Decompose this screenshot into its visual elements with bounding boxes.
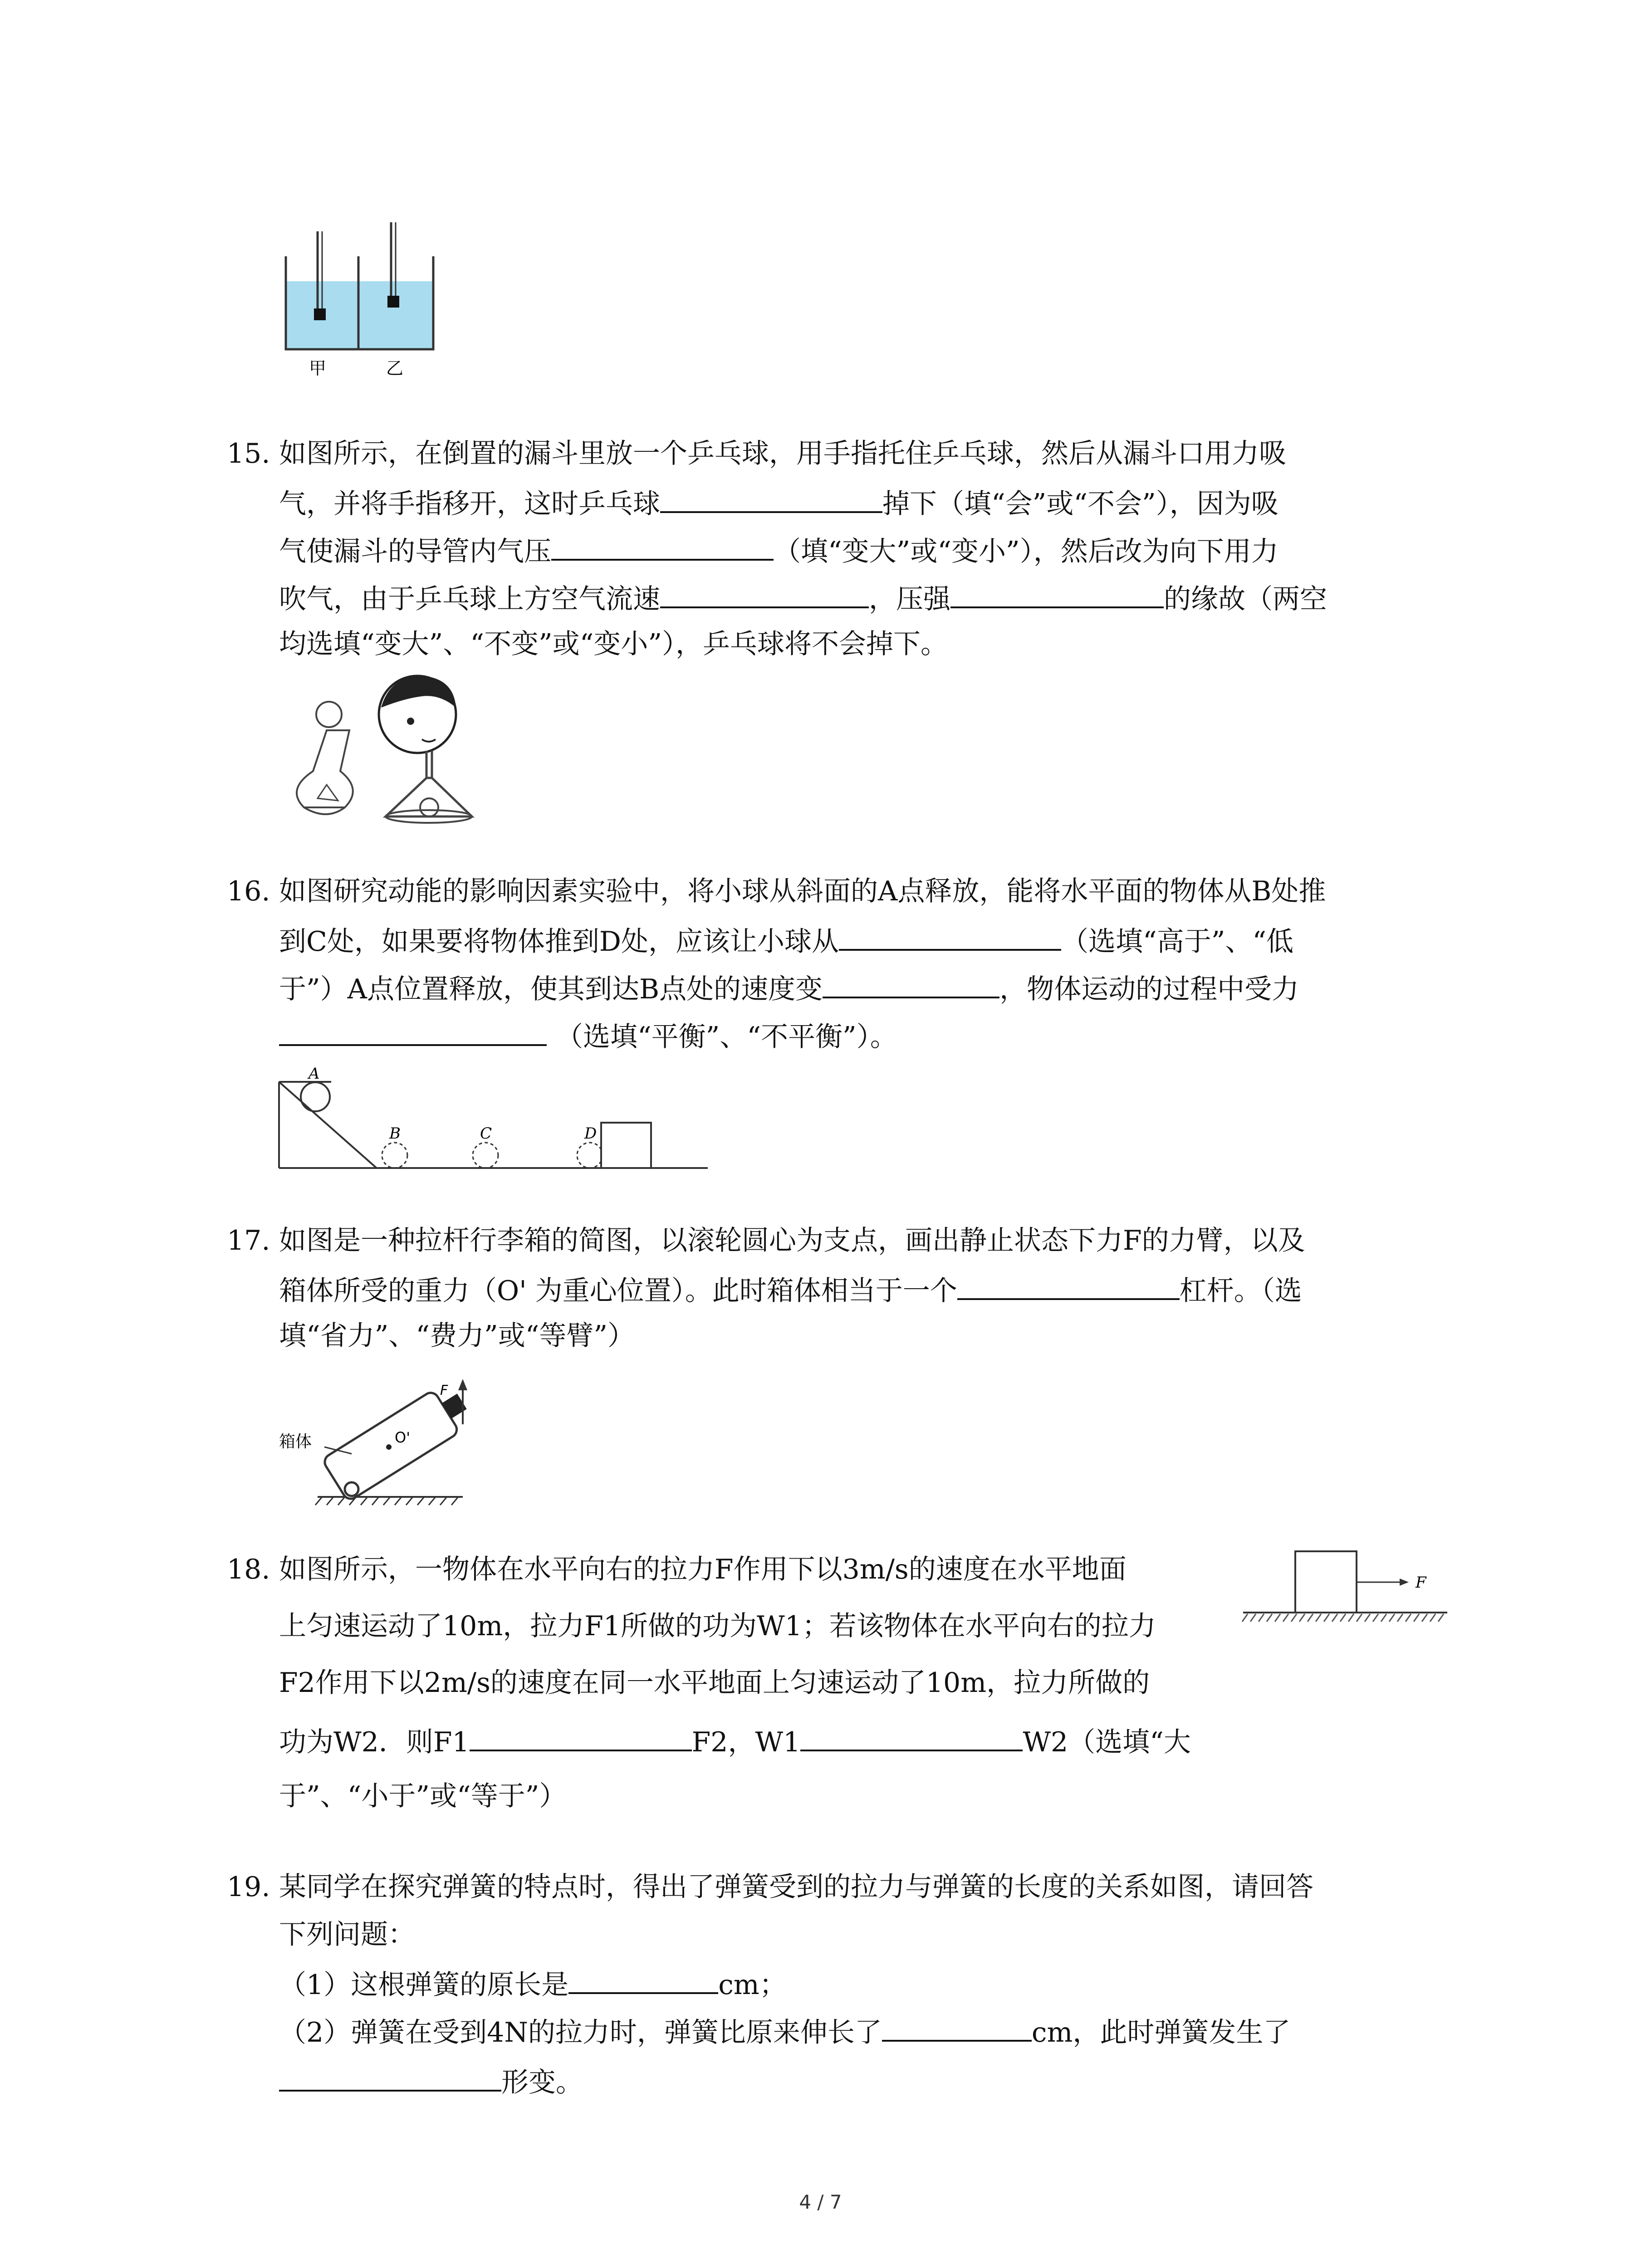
q16-line-2: 到C处，如果要将物体推到D处，应该让小球从 （选填“高于”、“低 [279, 921, 1293, 960]
q19-line-2: 下列问题： [279, 1919, 415, 1950]
q18-blank-1[interactable] [470, 1721, 692, 1751]
q18-line-1: 如图所示，一物体在水平向右的拉力F作用下以3m/s的速度在水平地面 [279, 1554, 1127, 1585]
page-number: 4 / 7 [799, 2191, 842, 2213]
q16-blank-1[interactable] [839, 921, 1061, 951]
question-number-16: 16. [227, 875, 270, 907]
question-number-19: 19. [227, 1871, 270, 1903]
q19-line-3: （1）这根弹簧的原长是 cm； [279, 1964, 787, 2003]
question-number-18: 18. [227, 1554, 270, 1585]
beaker-label-jia: 甲 [309, 358, 327, 378]
point-c-label: C [480, 1124, 492, 1143]
q19-blank-3[interactable] [279, 2062, 501, 2092]
q15-line-2: 气，并将手指移开，这时乒乓球 掉下（填“会”或“不会”），因为吸 [279, 483, 1279, 522]
beakers-figure [272, 213, 445, 381]
question-number-17: 17. [227, 1225, 270, 1256]
q19-line-1: 某同学在探究弹簧的特点时，得出了弹簧受到的拉力与弹簧的长度的关系如图，请回答 [279, 1871, 1313, 1903]
q17-line-2: 箱体所受的重力（O' 为重心位置）。此时箱体相当于一个 杠杆。（选 [279, 1270, 1302, 1309]
q18-line-5: 于”、“小于”或“等于”） [279, 1780, 567, 1812]
q15-line-5: 均选填“变大”、“不变”或“变小”），乒乓球将不会掉下。 [279, 628, 948, 660]
q15-blank-2[interactable] [551, 531, 774, 561]
q15-blank-4[interactable] [950, 578, 1164, 608]
q15-blank-1[interactable] [660, 483, 882, 513]
q18-line-2: 上匀速运动了10m，拉力F1所做的功为W1；若该物体在水平向右的拉力 [279, 1610, 1156, 1642]
center-o-label: O' [395, 1429, 410, 1446]
trolley-case-figure [272, 1361, 526, 1510]
q19-blank-2[interactable] [882, 2012, 1032, 2042]
q16-line-1: 如图研究动能的影响因素实验中，将小球从斜面的A点释放，能将水平面的物体从B处推 [279, 875, 1326, 907]
q18-blank-2[interactable] [800, 1721, 1023, 1751]
q16-line-4: （选填“平衡”、“不平衡”）。 [279, 1016, 897, 1055]
q17-blank-1[interactable] [957, 1270, 1180, 1300]
q16-line-3: 于”）A点位置释放，使其到达B点处的速度变 ，物体运动的过程中受力 [279, 968, 1299, 1007]
question-number-15: 15. [227, 438, 270, 469]
block-force-figure [1239, 1542, 1452, 1642]
q15-line-1: 如图所示，在倒置的漏斗里放一个乒乓球，用手指托住乒乓球，然后从漏斗口用力吸 [279, 438, 1286, 469]
q19-line-5: 形变。 [279, 2062, 583, 2101]
q15-line-4: 吹气，由于乒乓球上方空气流速 ，压强 的缘故（两空 [279, 578, 1327, 617]
q18-line-3: F2作用下以2m/s的速度在同一水平地面上匀速运动了10m，拉力所做的 [279, 1667, 1150, 1699]
q15-blank-3[interactable] [660, 578, 869, 608]
q16-blank-3[interactable] [279, 1016, 547, 1046]
q16-blank-2[interactable] [823, 968, 999, 998]
force-f-label: F [440, 1383, 448, 1398]
funnel-figure [272, 671, 508, 835]
q15-line-3: 气使漏斗的导管内气压 （填“变大”或“变小”），然后改为向下用力 [279, 531, 1279, 570]
point-b-label: B [389, 1124, 401, 1143]
q17-line-1: 如图是一种拉杆行李箱的简图，以滚轮圆心为支点，画出静止状态下力F的力臂，以及 [279, 1225, 1305, 1256]
q18-line-4: 功为W2．则F1 F2，W1 W2（选填“大 [279, 1721, 1191, 1760]
q19-blank-1[interactable] [568, 1964, 718, 1994]
force-f-label-18: F [1416, 1574, 1426, 1592]
q19-line-4: （2）弹簧在受到4N的拉力时，弹簧比原来伸长了 cm，此时弹簧发生了 [279, 2012, 1290, 2051]
box-label: 箱体 [279, 1432, 312, 1451]
q17-line-3: 填“省力”、“费力”或“等臂”） [279, 1320, 635, 1352]
point-d-label: D [584, 1124, 597, 1143]
incline-figure [272, 1066, 717, 1179]
beaker-label-yi: 乙 [386, 358, 404, 378]
point-a-label: A [309, 1066, 320, 1083]
